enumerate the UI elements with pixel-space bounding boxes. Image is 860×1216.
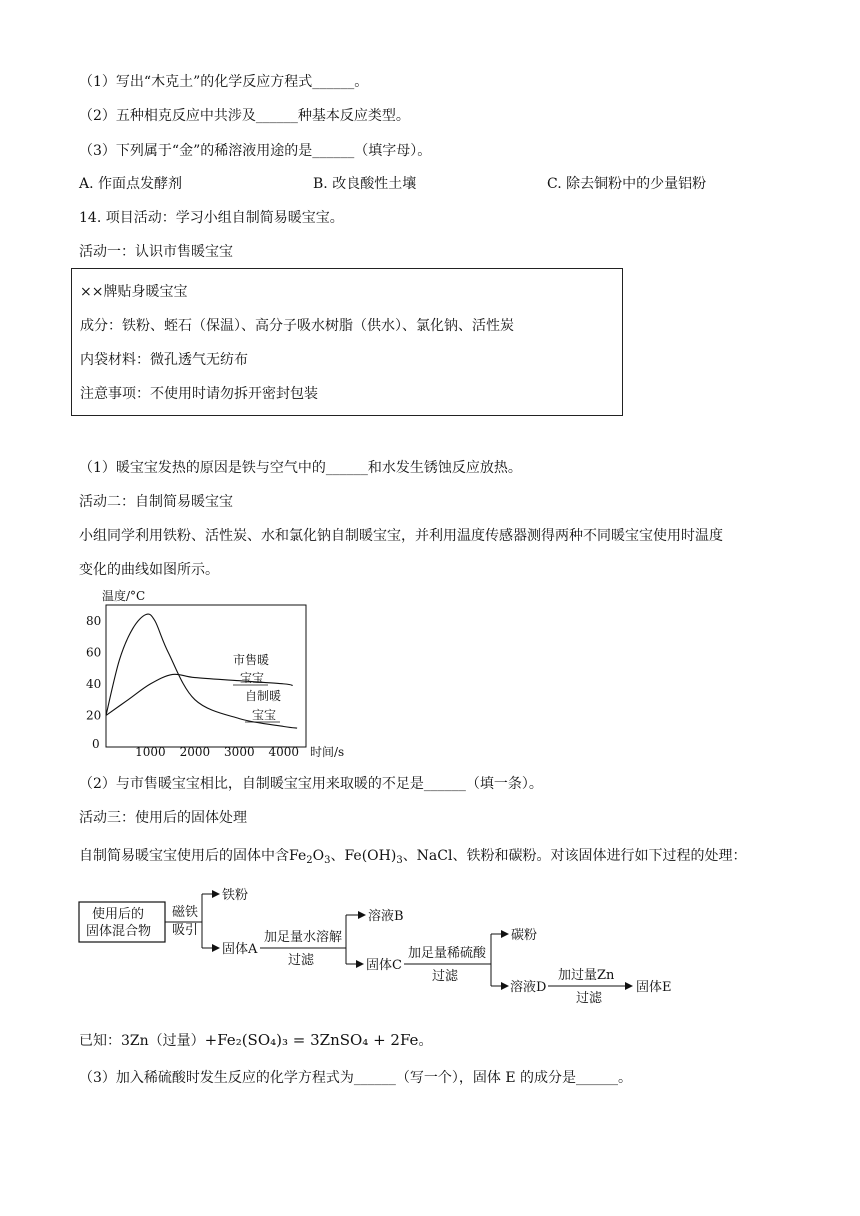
chart-ylabel: 温度/°C: [102, 589, 146, 603]
label-material: 内袋材料：微孔透气无纺布: [80, 352, 248, 368]
x-tick-label: 3000: [224, 745, 255, 759]
solid-post: 、NaCl、铁粉和碳粉。对该固体进行如下过程的处理：: [402, 848, 747, 864]
q13-part2: （2）五种相克反应中共涉及______种基本反应类型。: [79, 108, 410, 124]
activity-two-heading: 活动二：自制简易暖宝宝: [79, 494, 233, 510]
solution-b-label: 溶液B: [368, 909, 404, 924]
solid-a-label: 固体A: [222, 942, 258, 957]
temperature-chart: [78, 588, 348, 768]
legend-market: [233, 652, 269, 685]
step3-top: 加足量稀硫酸: [408, 946, 487, 961]
chart-xlabel: 时间/s: [310, 745, 345, 759]
solid-pre: 自制简易暖宝宝使用后的固体中含: [79, 848, 289, 864]
x-tick-label: 4000: [268, 745, 300, 759]
q13-option-c: C. 除去铜粉中的少量铝粉: [547, 176, 707, 192]
q13-part3: （3）下列属于“金”的稀溶液用途的是______（填字母）。: [79, 143, 432, 159]
known-equation: [79, 1030, 432, 1051]
label-notice: 注意事项：不使用时请勿拆开密封包装: [80, 386, 318, 402]
label-ingredients: 成分：铁粉、蛭石（保温）、高分子吸水树脂（供水）、氯化钠、活性炭: [80, 318, 514, 334]
y-tick-label: 40: [86, 676, 102, 691]
legend-market-line2: 宝宝: [240, 671, 265, 685]
q14-part3: （3）加入稀硫酸时发生反应的化学方程式为______（写一个），固体 E 的成分是______。: [79, 1070, 633, 1086]
legend-homemade-line1: 自制暖: [245, 689, 282, 703]
activity-two-desc-1: 小组同学利用铁粉、活性炭、水和氯化钠自制暖宝宝，并利用温度传感器测得两种不同暖宝宝使用时温度: [79, 528, 723, 544]
step4-bottom: 过滤: [576, 991, 603, 1006]
x-tick-label: 2000: [179, 745, 211, 759]
legend-homemade-line2: 宝宝: [252, 708, 277, 722]
x-tick-label: 1000: [135, 745, 166, 759]
carbon-powder-label: 碳粉: [511, 928, 538, 943]
step2-bottom: 过滤: [288, 953, 315, 968]
iron-powder-label: 铁粉: [222, 888, 249, 903]
step3-bottom: 过滤: [432, 969, 459, 984]
known-eq: +Fe₂(SO₄)₃ = 3ZnSO₄ + 2Fe: [204, 1031, 419, 1049]
legend-market-line1: 市售暖: [233, 653, 270, 667]
formula-fe2o3: $Fe_2O_3$: [289, 848, 331, 866]
q14-part2: （2）与市售暖宝宝相比，自制暖宝宝用来取暖的不足是______（填一条）。: [79, 776, 543, 792]
step2-top: 加足量水溶解: [264, 930, 343, 945]
activity-three-heading: 活动三：使用后的固体处理: [79, 810, 247, 826]
start-line2: 固体混合物: [86, 924, 152, 939]
solid-composition-text: [79, 846, 746, 871]
activity-one-heading: 活动一：认识市售暖宝宝: [79, 244, 233, 260]
q13-part1: （1）写出“木克土”的化学反应方程式______。: [79, 74, 369, 90]
q13-option-a: A. 作面点发酵剂: [79, 176, 183, 192]
solution-d-label: 溶液D: [510, 980, 547, 995]
q14-part1: （1）暖宝宝发热的原因是铁与空气中的______和水发生锈蚀反应放热。: [79, 460, 522, 476]
product-label-box: [71, 268, 623, 416]
start-line1: 使用后的: [92, 907, 145, 922]
known-pre: 已知：3Zn（过量）: [79, 1033, 205, 1049]
legend-homemade: [245, 688, 281, 722]
step4-top: 加过量Zn: [558, 968, 615, 983]
chart-origin-label: 0: [92, 737, 100, 751]
known-post: 。: [418, 1033, 433, 1049]
process-flow-diagram: [76, 880, 716, 1008]
solid-c-label: 固体C: [366, 958, 402, 973]
solid-e-label: 固体E: [636, 980, 672, 995]
formula-feoh3: 、$Fe(OH)_3$: [330, 848, 403, 866]
magnet-line1: 磁铁: [172, 905, 199, 920]
magnet-line2: 吸引: [172, 923, 199, 938]
y-tick-label: 60: [86, 645, 102, 660]
y-tick-label: 20: [86, 708, 102, 723]
q14-title: 14. 项目活动：学习小组自制简易暖宝宝。: [79, 210, 344, 226]
activity-two-desc-2: 变化的曲线如图所示。: [79, 562, 219, 578]
label-brand: ××牌贴身暖宝宝: [80, 284, 188, 300]
q13-option-b: B. 改良酸性土壤: [313, 176, 417, 192]
y-tick-label: 80: [86, 613, 102, 628]
